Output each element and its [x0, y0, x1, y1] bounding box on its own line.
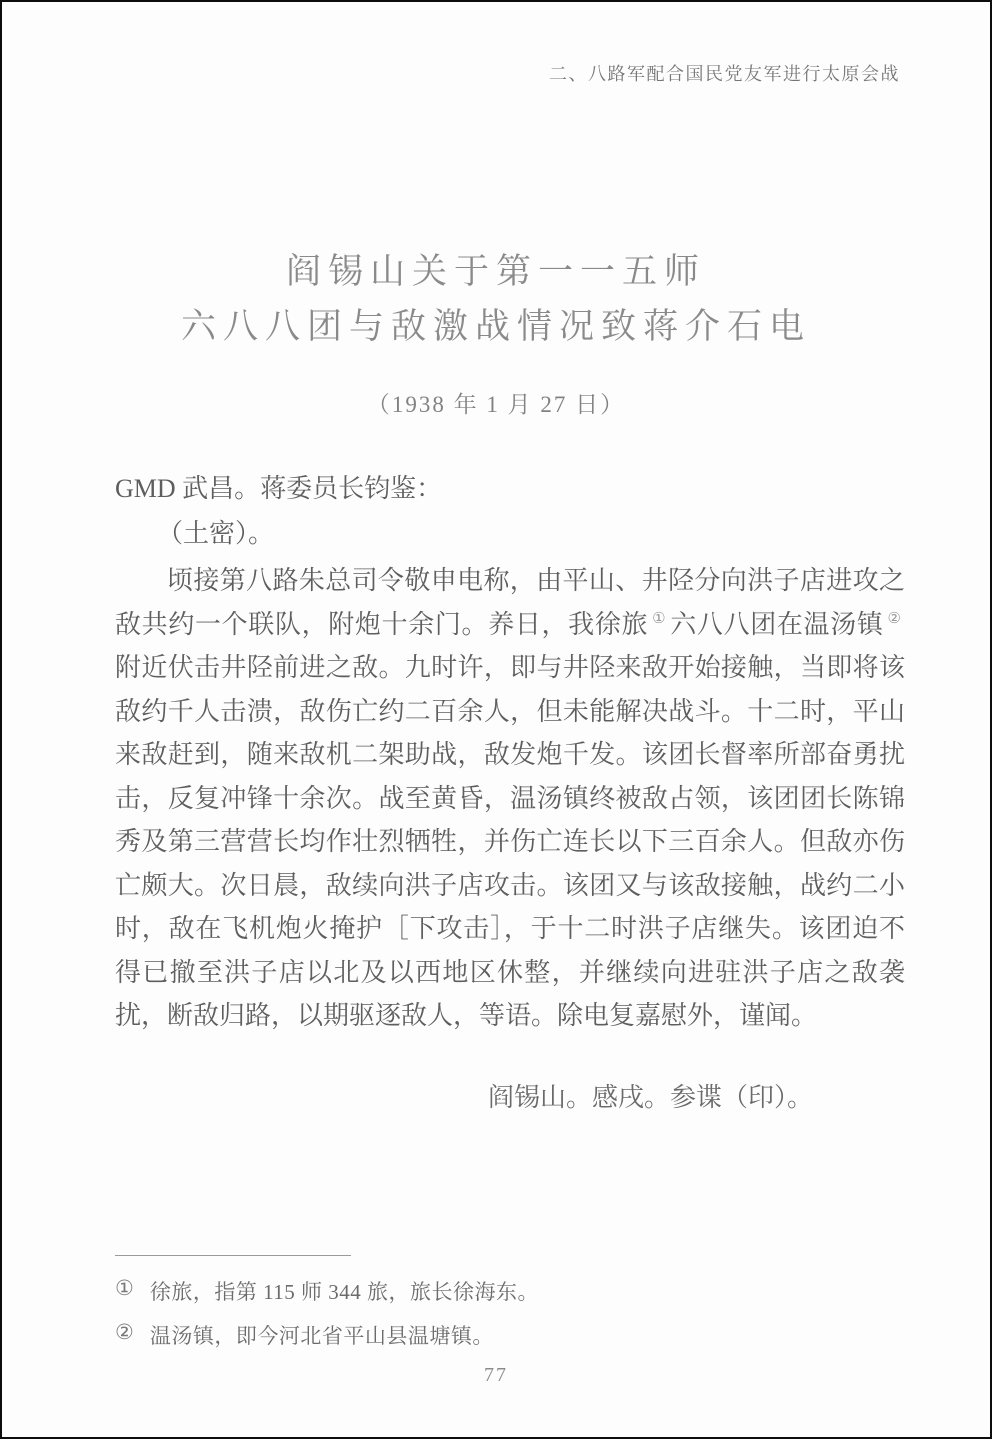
footnote-marker-2: ② [115, 1320, 134, 1344]
footnote-reference-2: ② [887, 610, 901, 627]
title-line-1: 阎锡山关于第一一五师 [285, 252, 706, 291]
salutation-line: GMD 武昌。蒋委员长钧鉴： [115, 474, 443, 503]
paragraph-segment-2: 六八八团在温汤镇 [670, 609, 884, 639]
paragraph-segment-1: 顷接第八路朱总司令敬申电称，由平山、井陉分向洪子店进攻之敌共约一个联队，附炮十余门。养日，我徐旅 [115, 566, 905, 639]
secret-classification-mark: （土密）。 [157, 519, 275, 548]
footnote-text-2: 温汤镇，即今河北省平山县温塘镇。 [149, 1324, 494, 1348]
main-paragraph [115, 559, 905, 1038]
footnote-reference-1: ① [652, 610, 667, 627]
footnotes-section [115, 1276, 905, 1364]
signature-line: 阎锡山。感戌。参谍（印）。 [487, 1083, 813, 1112]
footnote-item [115, 1320, 905, 1350]
footnote-item [115, 1276, 905, 1306]
running-header: 二、八路军配合国民党友军进行太原会战 [549, 64, 900, 84]
footnote-separator-rule [115, 1255, 351, 1256]
footnote-text-1: 徐旅，指第 115 师 344 旅，旅长徐海东。 [149, 1280, 540, 1304]
document-title [2, 244, 990, 354]
footnote-marker-1: ① [115, 1276, 134, 1300]
paragraph-segment-3: 附近伏击井陉前进之敌。九时许，即与井陉来敌开始接触，当即将该敌约千人击溃，敌伤亡约二百余人，但未能解决战斗。十二时，平山来敌赶到，随来敌机二架助战，敌发炮千发。该团长督率所部奋勇扰击，反复冲锋十余次。战至黄昏，温汤镇终被敌占领，该团团长陈锦秀及第三营营长均作壮烈牺牲，并伤亡连长以下三百余人。但敌亦伤亡颇大。次日晨，敌续向洪子店攻击。该团又与该敌接触，战约二小时，敌在飞机炮火掩护［下攻击］，于十二时洪子店继失。该团迫不得已撤至洪子店以北及以西地区休整，并继续向进驻洪子店之敌袭扰，断敌归路，以期驱逐敌人，等语。除电复嘉慰外，谨闻。 [115, 653, 905, 1030]
document-date: （1938 年 1 月 27 日） [366, 392, 626, 417]
title-line-2: 六八八团与敌激战情况致蒋介石电 [180, 307, 811, 346]
page-number: 77 [484, 1364, 508, 1386]
